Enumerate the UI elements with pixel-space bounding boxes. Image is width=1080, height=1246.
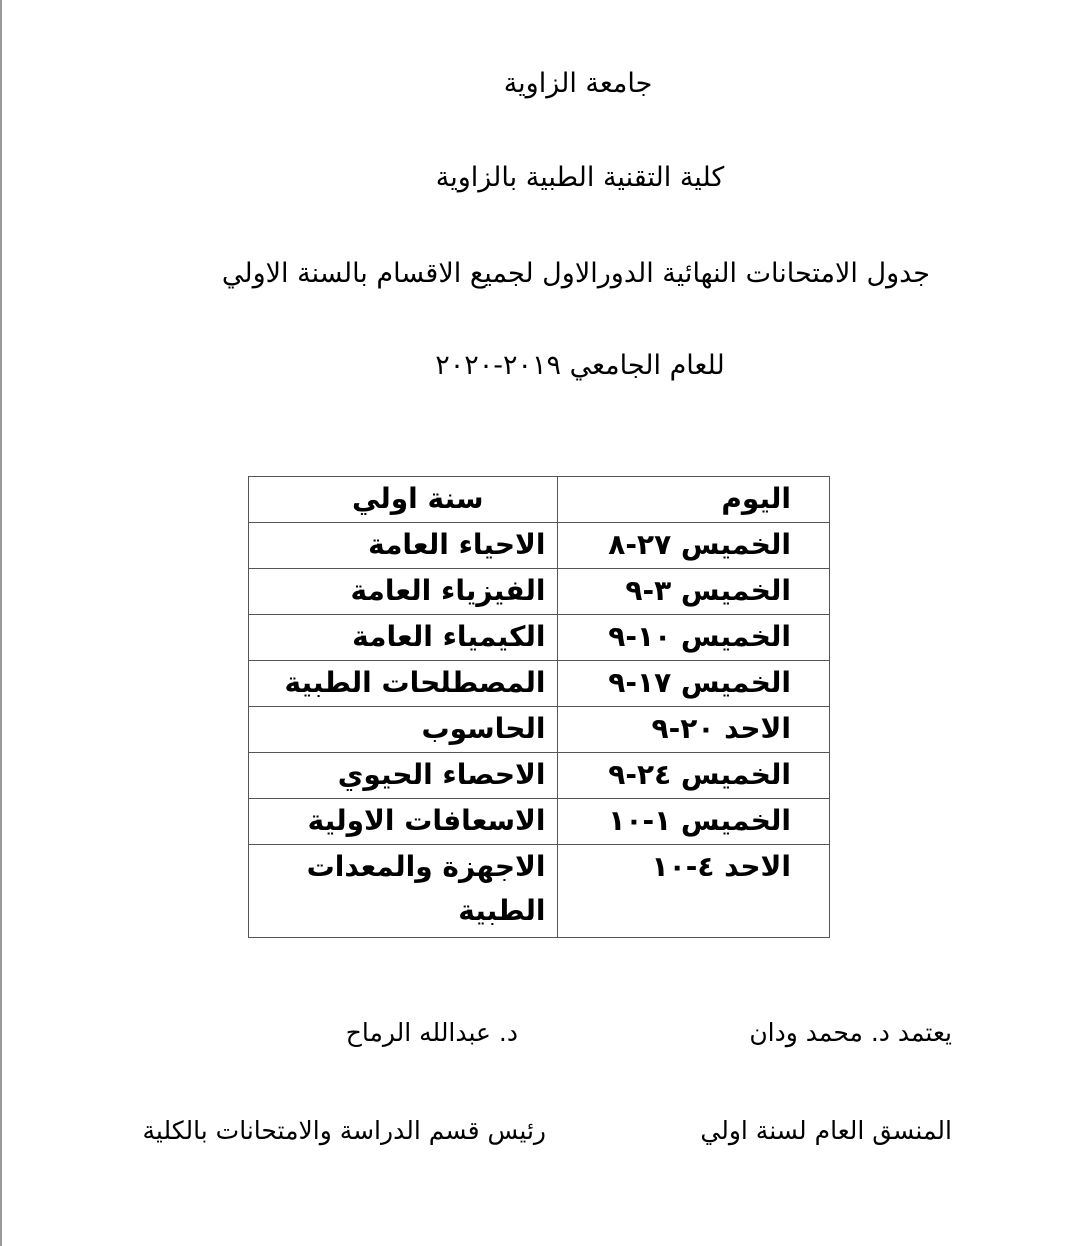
page-edge [0, 0, 2, 1246]
exam-day: الخميس ١-١٠ [558, 799, 830, 845]
table-row [249, 569, 830, 615]
table-row [249, 845, 830, 938]
table-row [249, 707, 830, 753]
table-row [249, 615, 830, 661]
table-row [249, 799, 830, 845]
exam-subject: الفيزياء العامة [249, 569, 558, 615]
table-row [249, 523, 830, 569]
table-header-row [249, 477, 830, 523]
exam-subject: المصطلحات الطبية [249, 661, 558, 707]
department-head-title: رئيس قسم الدراسة والامتحانات بالكلية [142, 1116, 546, 1145]
table-row [249, 753, 830, 799]
academic-year: للعام الجامعي ٢٠١٩-٢٠٢٠ [435, 350, 725, 381]
exam-day: الخميس ١٠-٩ [558, 615, 830, 661]
university-name: جامعة الزاوية [503, 68, 653, 99]
coordinator-name: يعتمد د. محمد ودان [749, 1018, 952, 1047]
exam-subject: الاحياء العامة [249, 523, 558, 569]
day-column-header: اليوم [558, 477, 830, 523]
exam-schedule-table [248, 476, 830, 938]
exam-subject: الحاسوب [249, 707, 558, 753]
exam-subject: الكيمياء العامة [249, 615, 558, 661]
exam-subject: الاجهزة والمعدات الطبية [249, 845, 558, 938]
table-row [249, 661, 830, 707]
exam-day: الخميس ٢٤-٩ [558, 753, 830, 799]
coordinator-title: المنسق العام لسنة اولي [700, 1116, 952, 1145]
exam-day: الخميس ١٧-٩ [558, 661, 830, 707]
schedule-title: جدول الامتحانات النهائية الدورالاول لجميع الاقسام بالسنة الاولي [221, 258, 930, 289]
exam-day: الخميس ٣-٩ [558, 569, 830, 615]
exam-subject: الاحصاء الحيوي [249, 753, 558, 799]
exam-day: الاحد ٤-١٠ [558, 845, 830, 938]
college-name: كلية التقنية الطبية بالزاوية [435, 162, 725, 193]
exam-day: الاحد ٢٠-٩ [558, 707, 830, 753]
subject-column-header: سنة اولي [249, 477, 558, 523]
exam-subject: الاسعافات الاولية [249, 799, 558, 845]
exam-day: الخميس ٢٧-٨ [558, 523, 830, 569]
department-head-name: د. عبدالله الرماح [345, 1018, 518, 1047]
